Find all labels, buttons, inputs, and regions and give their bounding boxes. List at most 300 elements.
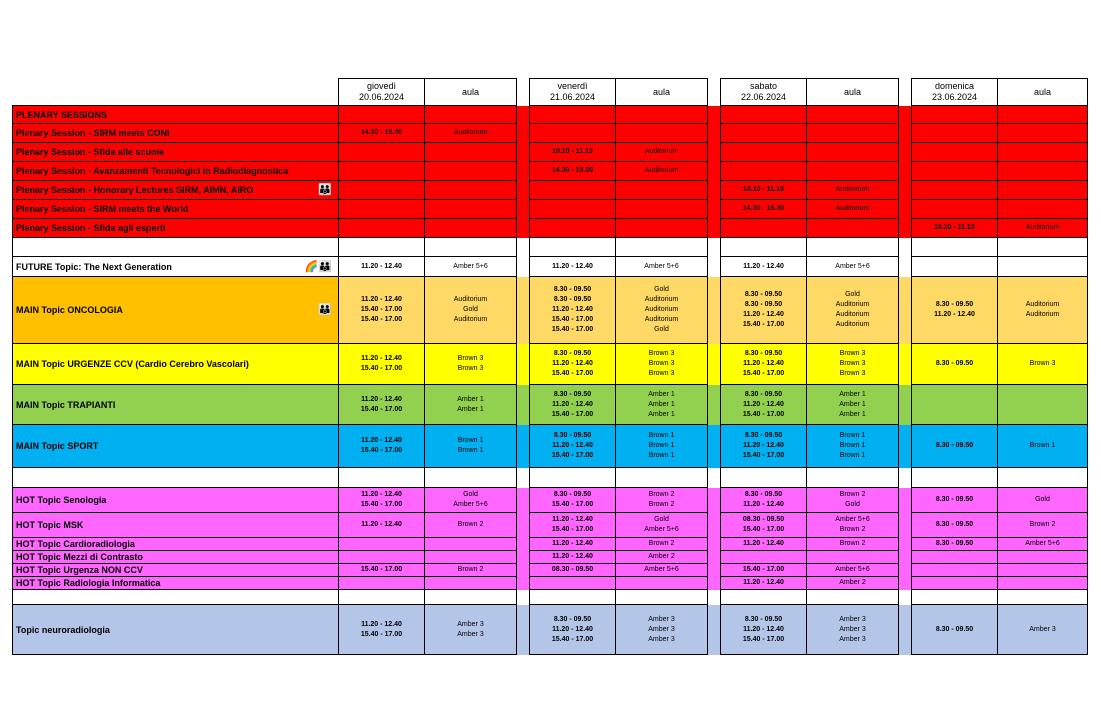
room-cell [998, 577, 1088, 590]
room-cell [616, 124, 708, 143]
room-cell [807, 344, 899, 385]
cell-line: Brown 2 [648, 501, 675, 508]
empty-cell [998, 468, 1088, 488]
room-cell [998, 143, 1088, 162]
empty-cell [721, 468, 807, 488]
time-cell [721, 181, 807, 200]
cell-line: 8.30 - 09.50 [744, 291, 783, 298]
room-cell [998, 488, 1088, 513]
separator-cell [899, 106, 912, 124]
room-cell [998, 181, 1088, 200]
day-name: domenica [934, 81, 975, 91]
room-cell [425, 564, 517, 577]
empty-cell [721, 238, 807, 257]
cell-line: Auditorium [1025, 311, 1060, 318]
row-label-text: MAIN Topic TRAPIANTI [16, 399, 116, 410]
cell-line: Amber 1 [648, 390, 675, 398]
schedule-row [13, 162, 1088, 181]
separator-cell [517, 513, 530, 538]
cell-line: Auditorium [644, 296, 679, 303]
separator-cell [899, 344, 912, 385]
empty-cell [616, 106, 708, 124]
cell-line: Gold [463, 491, 478, 498]
separator-cell [899, 162, 912, 181]
cell-line: 11.20 - 12.40 [743, 579, 784, 586]
time-cell [530, 551, 616, 564]
time-cell [721, 200, 807, 219]
row-label [13, 468, 339, 488]
cell-line: Brown 3 [648, 370, 675, 377]
separator-cell [517, 79, 530, 106]
spacer-row [13, 238, 1088, 257]
cell-line: Auditorium [835, 205, 870, 212]
empty-cell [530, 106, 616, 124]
separator-cell [708, 181, 721, 200]
empty-cell [807, 106, 899, 124]
room-cell [616, 385, 708, 425]
day-date: 22.06.2024 [740, 92, 787, 102]
room-cell [807, 488, 899, 513]
room-cell [998, 277, 1088, 344]
time-cell [339, 425, 425, 468]
cell-line: 14.30 - 15.30 [742, 205, 785, 212]
room-cell [425, 513, 517, 538]
room-cell [807, 605, 899, 655]
cell-line: 8.30 - 09.50 [935, 442, 974, 449]
cell-line: 11.20 - 12.40 [361, 437, 402, 444]
header-corner [13, 79, 339, 106]
schedule-row [13, 219, 1088, 238]
cell-line: 11.20 - 12.40 [361, 620, 402, 628]
separator-cell [899, 605, 912, 655]
time-cell [912, 181, 998, 200]
room-cell [807, 162, 899, 181]
room-cell [616, 577, 708, 590]
cell-line: Brown 2 [839, 540, 866, 547]
room-header: aula [425, 79, 517, 106]
cell-line: Amber 1 [648, 410, 675, 418]
room-cell [807, 200, 899, 219]
separator-cell [899, 238, 912, 257]
day-name: giovedì [366, 81, 397, 91]
room-cell [807, 564, 899, 577]
room-header: aula [616, 79, 708, 106]
time-cell [339, 564, 425, 577]
row-label-text: MAIN Topic URGENZE CCV (Cardio Cerebro Vascolari) [16, 359, 249, 369]
cell-line: 8.30 - 09.50 [553, 432, 592, 439]
time-cell [530, 577, 616, 590]
room-cell [998, 200, 1088, 219]
schedule-table [12, 78, 1088, 655]
cell-line: 11.20 - 12.40 [743, 311, 784, 318]
time-cell [721, 564, 807, 577]
time-cell [912, 564, 998, 577]
room-cell [616, 425, 708, 468]
cell-line: Brown 1 [839, 452, 866, 459]
time-cell [339, 488, 425, 513]
day-date: 23.06.2024 [931, 92, 978, 102]
day-name: sabato [749, 81, 778, 91]
separator-cell [899, 590, 912, 605]
row-label-text: MAIN Topic SPORT [16, 441, 99, 451]
cell-line: Amber 5+6 [835, 262, 870, 270]
row-label-text: Plenary Session - SIRM meets CONI [16, 128, 170, 138]
time-cell [721, 344, 807, 385]
separator-cell [708, 538, 721, 551]
schedule-body [13, 79, 1088, 655]
time-cell [912, 219, 998, 238]
row-label [13, 344, 339, 385]
room-cell [616, 143, 708, 162]
schedule-row [13, 143, 1088, 162]
time-cell [912, 124, 998, 143]
time-cell [530, 162, 616, 181]
cell-line: Auditorium [644, 316, 679, 323]
cell-line: Brown 2 [648, 540, 675, 547]
empty-cell [530, 468, 616, 488]
room-cell [998, 605, 1088, 655]
time-cell [530, 385, 616, 425]
room-cell [425, 538, 517, 551]
cell-line: Brown 1 [648, 442, 675, 449]
empty-cell [425, 468, 517, 488]
separator-cell [708, 468, 721, 488]
cell-line: 8.30 - 09.50 [744, 390, 783, 398]
empty-cell [998, 238, 1088, 257]
schedule-row [13, 513, 1088, 538]
room-cell [425, 181, 517, 200]
cell-line: 11.20 - 12.40 [743, 360, 784, 367]
separator-cell [899, 79, 912, 106]
separator-cell [517, 605, 530, 655]
cell-line: 8.30 - 09.50 [744, 491, 783, 498]
group-icon: 👪 [318, 184, 332, 196]
room-cell [616, 277, 708, 344]
row-label [13, 181, 339, 200]
row-label [13, 124, 339, 143]
time-cell [912, 605, 998, 655]
separator-cell [899, 551, 912, 564]
day-header [721, 79, 807, 106]
cell-line: 15.40 - 17.00 [551, 501, 594, 508]
room-cell [998, 385, 1088, 425]
schedule-row [13, 605, 1088, 655]
separator-cell [899, 257, 912, 277]
cell-line: 8.30 - 09.50 [553, 350, 592, 357]
time-cell [721, 538, 807, 551]
room-cell [998, 162, 1088, 181]
cell-line: Auditorium [453, 129, 488, 136]
separator-cell [708, 488, 721, 513]
cell-line: 8.30 - 09.50 [744, 350, 783, 357]
cell-line: Brown 1 [839, 432, 866, 439]
cell-line: 10.10 - 11.10 [743, 186, 784, 193]
cell-line: Brown 1 [457, 447, 484, 454]
separator-cell [708, 590, 721, 605]
separator-cell [517, 344, 530, 385]
cell-line: 15.40 - 17.00 [360, 306, 403, 313]
row-label [13, 238, 339, 257]
room-cell [807, 143, 899, 162]
cell-line: Amber 3 [648, 625, 675, 633]
cell-line: 8.30 - 09.50 [935, 521, 974, 528]
time-cell [721, 488, 807, 513]
cell-line: 15.40 - 17.00 [360, 447, 403, 454]
time-cell [912, 143, 998, 162]
time-cell [912, 385, 998, 425]
time-cell [912, 513, 998, 538]
cell-line: Amber 3 [648, 615, 675, 623]
empty-cell [998, 106, 1088, 124]
time-cell [721, 385, 807, 425]
time-cell [339, 551, 425, 564]
row-label-text: HOT Topic Senologia [16, 495, 107, 505]
room-cell [807, 577, 899, 590]
separator-cell [899, 124, 912, 143]
separator-cell [708, 277, 721, 344]
time-cell [530, 219, 616, 238]
cell-line: Amber 5+6 [835, 516, 870, 523]
empty-cell [425, 106, 517, 124]
day-name: venerdì [557, 81, 588, 91]
cell-line: Amber 1 [839, 390, 866, 398]
cell-line: 15.40 - 17.00 [551, 452, 594, 459]
cell-line: 11.20 - 12.40 [361, 395, 402, 403]
separator-cell [708, 551, 721, 564]
time-cell [721, 124, 807, 143]
time-cell [912, 200, 998, 219]
empty-cell [807, 238, 899, 257]
cell-line: Auditorium [835, 186, 870, 193]
cell-line: Amber 3 [457, 630, 484, 638]
separator-cell [899, 425, 912, 468]
cell-line: 11.20 - 12.40 [361, 521, 402, 528]
time-cell [530, 124, 616, 143]
separator-cell [517, 257, 530, 277]
cell-line: Gold [1035, 496, 1050, 503]
cell-line: 11.20 - 12.40 [552, 625, 593, 633]
cell-line: Amber 3 [839, 625, 866, 633]
schedule-row [13, 257, 1088, 277]
room-cell [998, 124, 1088, 143]
room-cell [616, 181, 708, 200]
cell-line: 8.30 - 09.50 [935, 301, 974, 308]
cell-line: 8.30 - 09.50 [935, 360, 974, 367]
time-cell [912, 344, 998, 385]
empty-cell [912, 590, 998, 605]
cell-line: 8.30 - 09.50 [935, 496, 974, 503]
time-cell [721, 219, 807, 238]
separator-cell [708, 564, 721, 577]
room-cell [425, 605, 517, 655]
time-cell [339, 219, 425, 238]
cell-line: 11.20 - 12.40 [552, 400, 593, 408]
time-cell [530, 513, 616, 538]
rainbow-group-icon: 🌈👪 [304, 260, 332, 273]
cell-line: 15.40 - 17.00 [360, 365, 403, 372]
cell-line: 15.40 - 17.00 [551, 316, 594, 323]
time-cell [339, 577, 425, 590]
empty-cell [339, 238, 425, 257]
cell-line: Amber 5+6 [644, 262, 679, 270]
schedule-row [13, 425, 1088, 468]
separator-cell [899, 468, 912, 488]
room-cell [807, 513, 899, 538]
cell-line: 15.40 - 17.00 [742, 370, 785, 377]
separator-cell [517, 162, 530, 181]
separator-cell [708, 143, 721, 162]
empty-cell [616, 468, 708, 488]
day-date: 20.06.2024 [358, 92, 405, 102]
time-cell [530, 277, 616, 344]
cell-line: 8.30 - 09.50 [553, 286, 592, 293]
room-cell [616, 344, 708, 385]
cell-line: 15.40 - 17.00 [551, 526, 594, 533]
separator-cell [708, 577, 721, 590]
cell-line: Brown 3 [648, 350, 675, 357]
time-cell [530, 425, 616, 468]
cell-line: Brown 1 [1029, 442, 1056, 449]
cell-line: 14.30 - 15.30 [551, 167, 594, 174]
cell-line: Amber 1 [839, 400, 866, 408]
schedule-row [13, 551, 1088, 564]
room-cell [425, 385, 517, 425]
row-label [13, 257, 339, 277]
cell-line: Auditorium [644, 148, 679, 155]
cell-line: 15.40 - 17.00 [360, 405, 403, 413]
cell-line: Amber 5+6 [1025, 540, 1060, 547]
time-cell [530, 605, 616, 655]
separator-cell [517, 551, 530, 564]
cell-line: 11.20 - 12.40 [361, 296, 402, 303]
time-cell [530, 488, 616, 513]
cell-line: Auditorium [835, 311, 870, 318]
spacer-row [13, 590, 1088, 605]
room-cell [807, 277, 899, 344]
room-cell [807, 181, 899, 200]
separator-cell [899, 181, 912, 200]
row-label [13, 385, 339, 425]
cell-line: Gold [845, 291, 860, 298]
room-cell [998, 538, 1088, 551]
row-label [13, 425, 339, 468]
row-label-text: HOT Topic Radiologia Informatica [16, 578, 161, 588]
cell-line: 15.40 - 17.00 [742, 635, 785, 643]
time-cell [721, 513, 807, 538]
spacer-row [13, 468, 1088, 488]
row-label [13, 564, 339, 577]
time-cell [912, 425, 998, 468]
room-cell [807, 124, 899, 143]
cell-line: Brown 3 [1029, 360, 1056, 367]
cell-line: Amber 5+6 [644, 566, 679, 573]
row-label [13, 488, 339, 513]
separator-cell [708, 200, 721, 219]
row-label [13, 605, 339, 655]
room-cell [998, 257, 1088, 277]
time-cell [721, 143, 807, 162]
cell-line: Auditorium [835, 301, 870, 308]
empty-cell [339, 590, 425, 605]
cell-line: 8.30 - 09.50 [553, 615, 592, 623]
separator-cell [708, 513, 721, 538]
separator-cell [899, 200, 912, 219]
separator-cell [517, 124, 530, 143]
schedule-row [13, 200, 1088, 219]
row-label-text: FUTURE Topic: The Next Generation [16, 261, 172, 272]
empty-cell [998, 590, 1088, 605]
cell-line: 11.20 - 12.40 [552, 306, 593, 313]
empty-cell [530, 590, 616, 605]
cell-line: Amber 5+6 [453, 262, 488, 270]
time-cell [530, 564, 616, 577]
cell-line: Amber 2 [839, 579, 866, 586]
cell-line: 11.20 - 12.40 [361, 491, 402, 498]
cell-line: Amber 3 [839, 635, 866, 643]
separator-cell [899, 219, 912, 238]
cell-line: Amber 1 [457, 395, 484, 403]
time-cell [530, 143, 616, 162]
separator-cell [517, 577, 530, 590]
cell-line: 15.40 - 17.00 [742, 321, 785, 328]
row-label-text: Plenary Session - Honorary Lectures SIRM, AIMN, AIRO [16, 185, 254, 195]
time-cell [721, 162, 807, 181]
cell-line: Brown 2 [457, 566, 484, 573]
room-cell [807, 257, 899, 277]
cell-line: 15.40 - 17.00 [742, 566, 785, 573]
row-label [13, 219, 339, 238]
time-cell [912, 257, 998, 277]
time-cell [530, 200, 616, 219]
separator-cell [708, 605, 721, 655]
separator-cell [899, 143, 912, 162]
room-cell [425, 143, 517, 162]
section-title: PLENARY SESSIONS [13, 106, 339, 124]
room-cell [998, 219, 1088, 238]
row-label [13, 200, 339, 219]
time-cell [339, 124, 425, 143]
cell-line: Brown 3 [839, 360, 866, 367]
cell-line: 11.20 - 12.40 [552, 360, 593, 367]
cell-line: Amber 3 [1029, 625, 1056, 633]
cell-line: 11.20 - 12.40 [743, 501, 784, 508]
time-cell [721, 277, 807, 344]
empty-cell [912, 106, 998, 124]
row-label [13, 577, 339, 590]
cell-line: Brown 1 [457, 437, 484, 444]
cell-line: Auditorium [644, 306, 679, 313]
room-cell [616, 605, 708, 655]
time-cell [339, 162, 425, 181]
cell-line: Gold [654, 326, 669, 333]
cell-line: Brown 2 [839, 526, 866, 533]
cell-line: 15.40 - 17.00 [551, 410, 594, 418]
cell-line: Gold [463, 306, 478, 313]
row-label-text: Plenary Session - Avanzamenti Tecnologici in Radiodiagnostica [16, 166, 289, 176]
cell-line: Auditorium [644, 167, 679, 174]
separator-cell [517, 238, 530, 257]
header-row [13, 79, 1088, 106]
separator-cell [899, 564, 912, 577]
room-cell [616, 162, 708, 181]
cell-line: Brown 3 [648, 360, 675, 367]
separator-cell [899, 385, 912, 425]
separator-cell [708, 162, 721, 181]
cell-line: 15.40 - 17.00 [742, 452, 785, 459]
room-cell [425, 162, 517, 181]
empty-cell [807, 590, 899, 605]
schedule-row [13, 577, 1088, 590]
